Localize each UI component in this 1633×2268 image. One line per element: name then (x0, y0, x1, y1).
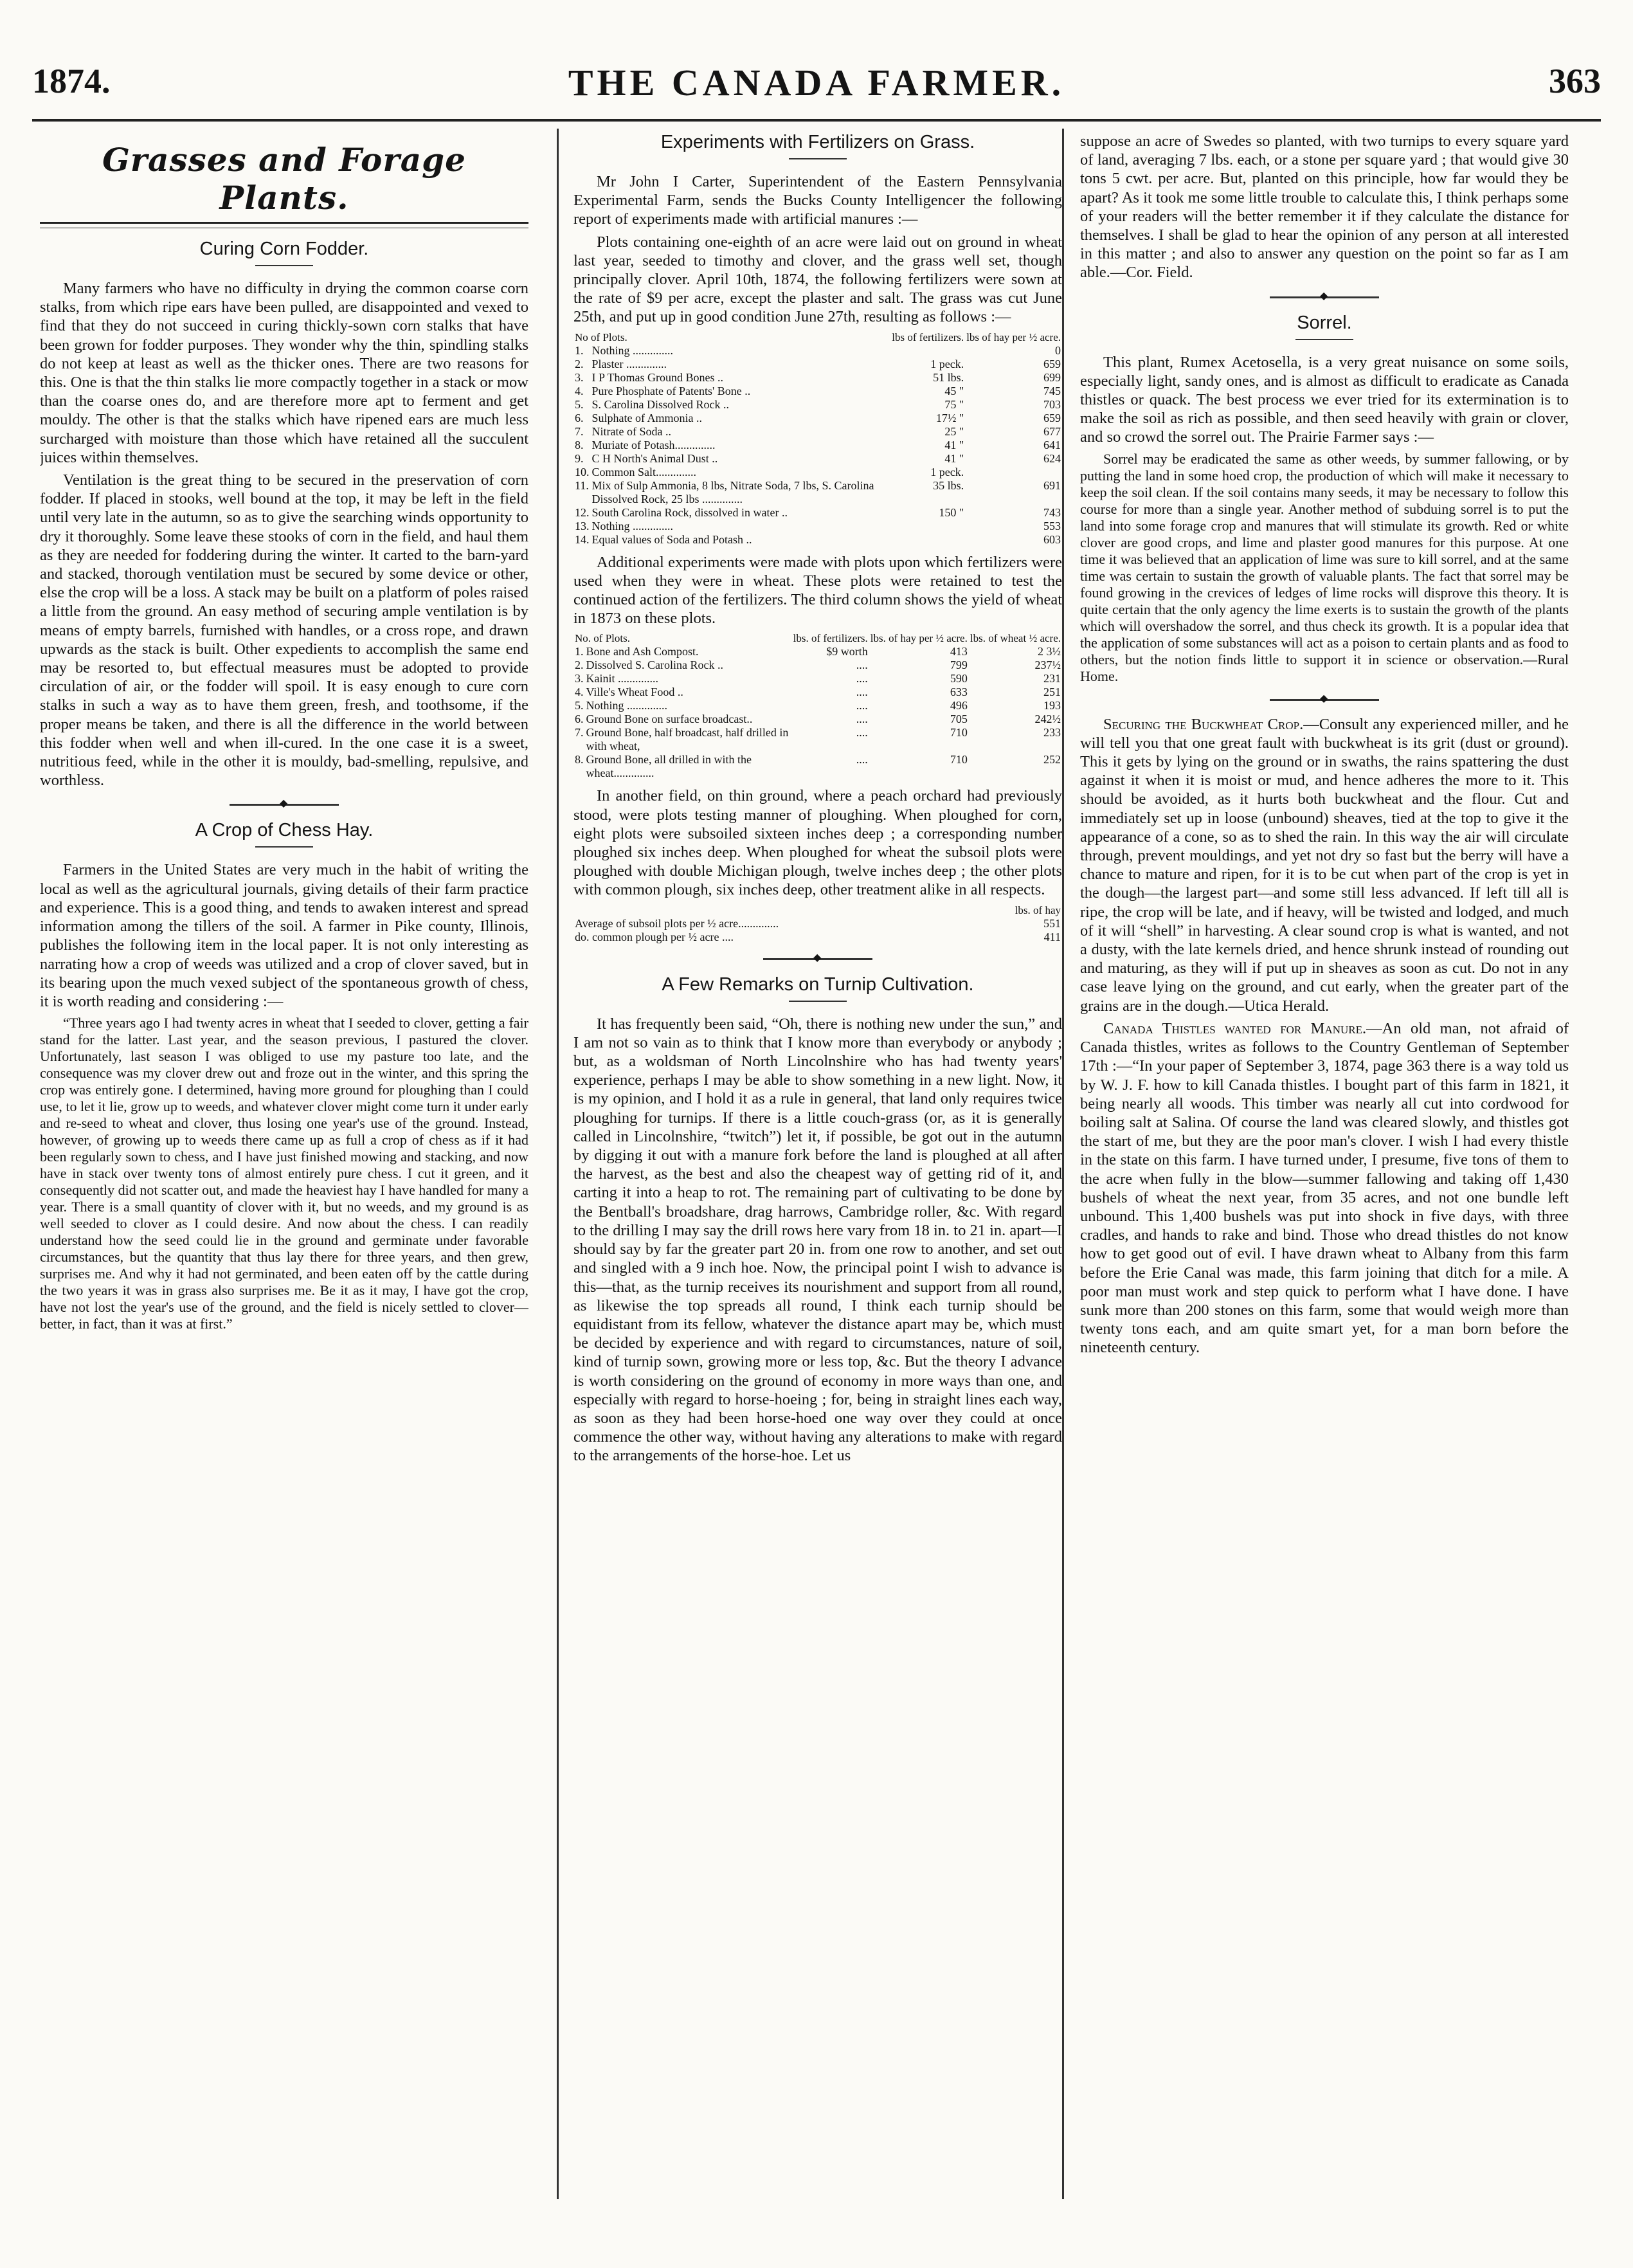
table-cell: .... (856, 658, 868, 672)
table-cell: 7. (575, 726, 584, 739)
table-row (573, 398, 1062, 412)
run-in-heading: Securing the Buckwheat Crop. (1103, 715, 1304, 733)
table-cell: 45 " (944, 384, 964, 397)
paragraph: This plant, Rumex Acetosella, is a very great nuisance on some soils, especially light, sandy ones, and is almost as difficult to eradicate as Canada thistles or quack. The best process we ever tried for its extermination is to make the soil as rich as possible, and then seed heavily with grain or clover, and so crowd the sorrel out. The Prairie Farmer says :— (1080, 353, 1569, 446)
table-cell: .... (856, 672, 868, 685)
table-row (573, 685, 1062, 699)
table-cell: 251 (1043, 685, 1061, 699)
table-cell: 25 " (944, 424, 964, 438)
table-cell: 5. (575, 699, 584, 712)
table-cell: 13. (575, 519, 590, 532)
paragraph-continued: suppose an acre of Swedes so planted, with two turnips to every square yard of land, averaging 7 lbs. each, or a stone per square yard ; that would give 30 tons 5 cwt. per acre. But, planted on this principle, how far would they be apart? As it took me some little trouble to calculate this, I think perhaps some of your readers will the better remember it if they calculate the distance for themselves. I shall be glad to hear the opinion of any person at all interested in this matter ; and also to answer any question on the point so far as I am able.—Cor. Field. (1080, 132, 1569, 282)
table-cell: Bone and Ash Compost. (586, 645, 699, 658)
section-banner: Grasses and Forage Plants. (102, 141, 466, 217)
header-year: 1874. (32, 62, 111, 100)
article-title-chess-hay: A Crop of Chess Hay. (195, 820, 374, 841)
fertilizer-table-2 (573, 631, 1062, 780)
table-cell: 150 " (939, 505, 964, 519)
table-cell: 799 (950, 658, 968, 672)
table-cell: 237½ (1034, 658, 1061, 672)
table-row (573, 452, 1062, 466)
table-cell: Plaster .............. (591, 357, 667, 370)
table-row (573, 371, 1062, 385)
table-cell: 710 (950, 726, 968, 739)
table-cell: 603 (1043, 532, 1061, 546)
table-cell: Mix of Sulp Ammonia, 8 lbs, Nitrate Soda, 7 lbs, S. Carolina Dissolved Rock, 25 lbs .............. (591, 478, 874, 505)
paragraph: Ventilation is the great thing to be secured in the preservation of corn fodder. If placed in stooks, well bound at the top, it may be left in the field until very late in the autumn, so as to give the searching winds opportunity to dry it thoroughly. Some leave these stooks of corn in the field, and haul them as they are needed for foddering during the winter. It carted to the barn-yard and stacked, thorough ventilation must be secured by some device or other, else the crop will be a loss. A stack may be built on a platform of poles raised a little from the ground. An easy method of securing ample ventilation is by means of empty barrels, furnished with handles, or a cross rope, and drawn upwards as the stack is built. Other expedients to accomplish the same end may be resorted to, but effectual measures must be adopted to provide circulation of air, or the fodder will spoil. It is easy enough to cure corn stalks in such a way as to have them green, fresh, and toothsome, if the proper means be taken, and there is all the difference in the world between this fodder when well and when ill-cured. In the one case it is a sweet, nutritious feed, while in the other it is mouldy, bad-smelling, repulsive, and worthless. (40, 471, 528, 790)
table-cell: 3. (575, 672, 584, 685)
quoted-letter: “Three years ago I had twenty acres in wheat that I seeded to clover, getting a fair stand for the latter. Last year, and the season previous, I pastured the clover. Unfortunately, last season I was obliged to use my pasture too late, and the consequence was my clover drew out and froze out in the winter, and this spring the crop was entirely gone. I determined, having more ground for ploughing than I could use, to let it lie, grow up to weeds, and whatever clover might come turn it under early and re-seed to wheat and clover, thus losing one year's use of the ground. Instead, however, of growing up to weeds there came up as full a crop of chess as if it had been regularly sown to chess, and I have just finished mowing and stacking, and now have in stack over twenty tons of almost entirely pure chess. I cut it green, and it consequently did not scatter out, and made the heaviest hay I have handled for many a year. There is a small quantity of clover with it, but no weeds, and my ground is as well seeded to clover as I could desire. And now about the chess. I can readily understand how the seed could lie in the ground and germinate under favorable circumstances, but the quantity that thus lay there for three years, and then grew, surprises me. And why it had not germinated, and been eaten off by the cattle during the two years it was in grass also surprises me. Be it as it may, I have got the crop, have not lost the year's use of the ground, and the field is nicely settled to clover—better, in fact, than it was at first.” (40, 1015, 528, 1332)
paragraph: It has frequently been said, “Oh, there is nothing new under the sun,” and I am not so vain as to think that I know more than everybody or anybody ; but, as a woldsman of North Lincolnshire who has had twenty years' experience, perhaps I may be able to show something in a new light. Now, it is my opinion, and I hold it as a rule in general, that land only requires twice ploughing for turnips. If there is a little couch-grass (or, as it is generally called in Lincolnshire, “twitch”) let it, if possible, be got out in the autumn by digging it out with a manure fork before the land is ploughed at all after the harvest, as the best and also the cheapest way of getting rid of it, and carting it into a heap to rot. The remaining part of cultivating to be done by the Bentball's broadshare, drag harrows, Cambridge roller, &c. With regard to the drilling I may say the drill rows here vary from 18 in. to 21 in. apart—I should say by far the greater part 20 in. from one row to another, and set out and singled with a 9 inch hoe. Now, the principal point I wish to advance is this—that, as the turnip receives its nourishment and support from all round, as likewise the top spreads all round, I think each turnip should be equidistant from its fellow, whatever the distance apart may be, which must be decided by experience and with regard to circumstances, nature of soil, kind of turnip sown, growing more or less top, &c. But the theory I advance is worth considering on the ground of economy in more ways than one, and especially with regard to horse-hoeing ; for, being in straight lines each way, as soon as they had been horse-hoed one way over they could at once commence the other way, without having any alterations to make with regard to the arrangements of the horse-hoe. Let us (573, 1015, 1062, 1465)
table-cell: C H North's Animal Dust .. (591, 451, 718, 465)
table-header: lbs of fertilizers. (892, 331, 964, 343)
table-cell: 4. (575, 384, 584, 397)
section-divider (1270, 296, 1379, 298)
title-underline (789, 158, 847, 159)
table-cell: 2. (575, 658, 584, 672)
paragraph: Mr John I Carter, Superintendent of the Eastern Pennsylvania Experimental Farm, sends the Bucks County Intelligencer the following report of experiments made with artificial manures :— (573, 173, 1062, 228)
table-cell: 2. (575, 357, 584, 370)
table-cell: Common Salt.............. (591, 465, 697, 478)
table-cell: 10. (575, 465, 590, 478)
table-cell: 231 (1043, 672, 1061, 685)
table-row (573, 439, 1062, 452)
table-cell: 41 " (944, 438, 964, 451)
table-cell: S. Carolina Dissolved Rock .. (591, 397, 729, 411)
column-rule-2 (1062, 129, 1064, 2199)
table-header: lbs. of hay per ½ acre. (870, 632, 968, 645)
title-underline (789, 1001, 847, 1002)
table-cell: Nitrate of Soda .. (591, 424, 671, 438)
table-row (573, 645, 1062, 658)
section-divider (763, 958, 872, 960)
table-row (573, 930, 1062, 944)
table-cell: Sulphate of Ammonia .. (591, 411, 702, 424)
quoted-paragraph: Sorrel may be eradicated the same as other weeds, by summer fallowing, or by putting the land in some hoed crop, the production of which will make it necessary to keep the soil clean. If the soil contains many seeds, it may be necessary to follow this course for more than a single year. Another method of subduing sorrel is to put the land into some forage crop and manures that will stimulate its growth. Red or white clover are good crops, and lime and plaster good manures for this purpose. At one time it was believed that an application of lime was sure to kill sorrel, and at the same time was certain to sustain the growth of valuable plants. The fact that sorrel may be found growing in the crevices of ledges of lime rocks will disprove this theory. It is quite certain that the only agency the lime exerts is to sustain the growth of the plants which will overshadow the sorrel, and thus check its growth. It is a popular idea that the application of some substances will act as a poison to certain plants and as food to others, but the notion finds little to support it in science or observation.—Rural Home. (1080, 450, 1569, 684)
table-cell: 677 (1043, 424, 1061, 438)
fertilizer-table-1 (573, 331, 1062, 547)
table-header: lbs. of hay (1015, 903, 1061, 916)
table-cell: 590 (950, 672, 968, 685)
title-underline (255, 265, 313, 266)
table-cell: .... (856, 699, 868, 712)
table-row (573, 726, 1062, 753)
table-cell (965, 466, 1062, 479)
paragraph-body: —Consult any experienced miller, and he will tell you that one great fault with buckwheat is its grit (dust or ground). This it gets by lying on the ground or in swaths, the rains spattering the dust against it when it is moist or mud, and hence adheres the more to it. This should be avoided, as it hurts both buckwheat and the flour. Cut and immediately set up in loose (unbound) sheaves, tied at the top to give it the appearance of a cone, so as to shed the rain. In this way the air will circulate through, prevent mouldings, and yet not dry so fast but the berry will have a chance to mature and ripen, for it is to be cut when part of the crop is yet in the dough—the largest part—and some still less advanced. If left till all is ripe, the crop will be late, and if heavy, will be twisted and lodged, and much of it will “shell” in harvesting. A clear sound crop is what is wanted, and not a dusty, with the late kernels dried, and hence shrunk instead of rounding out and maturing, as they will if put up in sheaves as soon as cut. Do not in any case leave lying on the ground, and cut early, when the greater part of the grains are in the dough.—Utica Herald. (1080, 715, 1569, 1015)
section-divider (1270, 699, 1379, 701)
ploughing-table (573, 903, 1062, 944)
table-cell: 496 (950, 699, 968, 712)
table-cell: $9 worth (826, 645, 868, 658)
paragraph: Many farmers who have no difficulty in drying the common coarse corn stalks, from which ripe ears have been pulled, are disappointed and vexed to find that they do not succeed in curing thickly-sown corn stalks that have been grown for fodder purposes. They wonder why the thin, spindling stalks do not keep at least as well as the thicker ones. There are two reasons for this. One is that the thin stalks lie more compactly together in a stack or mow than the coarse ones do, and are therefore more apt to ferment and get mouldy. The other is that the stalks which have ripened ears are much less surcharged with moisture than those which have retained all the succulent juices within themselves. (40, 280, 528, 466)
paragraph-buckwheat (1080, 715, 1569, 1015)
table-cell: Ground Bone on surface broadcast.. (586, 712, 753, 726)
table-cell: do. common plough per ½ acre .... (575, 930, 734, 943)
article-title-corn-fodder: Curing Corn Fodder. (199, 239, 369, 259)
table-cell: 633 (950, 685, 968, 699)
table-cell (890, 520, 965, 533)
table-cell: 745 (1043, 384, 1061, 397)
table-cell: 4. (575, 685, 584, 699)
table-cell: Ground Bone, half broadcast, half drilled in with wheat, (586, 726, 789, 753)
table-cell: 11. (575, 478, 589, 492)
table-cell: 8. (575, 753, 584, 767)
table-cell: I P Thomas Ground Bones .. (591, 370, 723, 384)
table-cell: 641 (1043, 438, 1061, 451)
table-row (573, 425, 1062, 439)
table-row (573, 658, 1062, 672)
table-cell: 2 3½ (1038, 645, 1061, 658)
table-cell: 75 " (944, 397, 964, 411)
table-header: lbs of hay per ½ acre. (966, 331, 1061, 343)
article-title-sorrel: Sorrel. (1297, 312, 1352, 333)
table-cell: 411 (1043, 930, 1061, 943)
article-title-turnip: A Few Remarks on Turnip Cultivation. (662, 974, 974, 995)
table-cell: 1 peck. (930, 357, 964, 370)
title-underline (1295, 339, 1353, 340)
table-cell: 413 (950, 645, 968, 658)
paragraph: Farmers in the United States are very much in the habit of writing the local as well as the agricultural journals, giving details of their farm practice and experience. This is a good thing, and tends to awaken interest and spread information among the tillers of the soil. A farmer in Pike county, Illinois, publishes the following item in the local paper. It is not only interesting as narrating how a crop of weeds was utilized and a crop of clover saved, but in its bearing upon the much vexed subject of the spontaneous growth of chess, it is worth reading and considering :— (40, 861, 528, 1010)
page-header (32, 61, 1601, 113)
table-row (573, 753, 1062, 780)
table-cell: Ground Bone, all drilled in with the wheat.............. (586, 753, 752, 780)
paragraph-thistles (1080, 1019, 1569, 1357)
table-cell: Ville's Wheat Food .. (586, 685, 683, 699)
header-title: THE CANADA FARMER. (568, 62, 1065, 104)
table-header: lbs. of wheat ½ acre. (970, 632, 1061, 645)
table-cell: 705 (950, 712, 968, 726)
table-cell: .... (856, 712, 868, 726)
table-cell: 9. (575, 451, 584, 465)
table-header: lbs. of fertilizers. (793, 632, 868, 645)
table-row (573, 917, 1062, 930)
column-1 (40, 132, 528, 2209)
table-cell: .... (856, 726, 868, 739)
table-cell: 659 (1043, 357, 1061, 370)
table-row (573, 385, 1062, 398)
paragraph: Plots containing one-eighth of an acre were laid out on ground in wheat last year, seeded to timothy and clover, and the grass well set, though principally clover. April 10th, 1874, the following fertilizers were sown at the rate of $9 per acre, except the plaster and salt. The grass was cut June 25th, and put up in good condition June 27th, resulting as follows :— (573, 233, 1062, 326)
table-cell: 659 (1043, 411, 1061, 424)
table-cell: 6. (575, 712, 584, 726)
table-cell: 710 (950, 753, 968, 767)
table-header: No of Plots. (575, 331, 627, 343)
table-cell: 553 (1043, 519, 1061, 532)
table-cell: 3. (575, 370, 584, 384)
paragraph-body: —An old man, not afraid of Canada thistles, writes as follows to the Country Gentleman of September 17th :—“In your paper of September 3, 1874, page 363 there is a way told us by W. J. F. how to kill Canada thistles. I bought part of this farm in 1821, it being nearly all woods. This timber was nearly all cut into cordwood for boiling salt at Salina. Of course the land was cleared slowly, and thistles got the start of me, but they are the poor man's clover. I wish I had every thistle in the state on this farm. I have turned under, I presume, five tons of them to the acre when fully in the blow—summer fallowing and taking off 1,430 bushels of wheat the next year, from 35 acres, and not one bundle left unbound. This 1,400 bushels was put into shock in five days, with three cradles, and hands to rake and bind. Those who dread thistles do not know how to get good out of evil. I have drawn wheat to Albany from this farm before the Erie Canal was made, this farm joining that ditch for a mile. A poor man must work and step quick to perform what I have done. I have sunk more than 200 stones on this farm, some that would weigh more than twenty tons each, and am quite smart yet, for a man born before the nineteenth century. (1080, 1019, 1569, 1357)
table-cell: 41 " (944, 451, 964, 465)
table-row (573, 533, 1062, 547)
table-cell: 6. (575, 411, 584, 424)
paragraph: Additional experiments were made with plots upon which fertilizers were used when they were in wheat. These plots were retained to test the continued action of the fertilizers. The third column shows the yield of wheat in 1873 on these plots. (573, 553, 1062, 628)
table-cell: 17½ " (935, 411, 964, 424)
table-cell: 551 (1043, 916, 1061, 930)
table-cell: 252 (1043, 753, 1061, 767)
table-row (573, 672, 1062, 685)
table-cell (890, 344, 965, 358)
table-cell: 12. (575, 505, 590, 519)
table-cell: 5. (575, 397, 584, 411)
header-page-number: 363 (1549, 62, 1601, 100)
table-cell: .... (856, 753, 868, 767)
table-cell: South Carolina Rock, dissolved in water .. (591, 505, 788, 519)
table-cell: 35 lbs. (933, 478, 964, 492)
table-cell: Dissolved S. Carolina Rock .. (586, 658, 723, 672)
table-cell: Kainit .............. (586, 672, 658, 685)
table-cell: 1. (575, 343, 584, 357)
table-cell: 703 (1043, 397, 1061, 411)
table-cell: 7. (575, 424, 584, 438)
column-3 (1080, 132, 1569, 2209)
table-cell: 699 (1043, 370, 1061, 384)
table-cell: 0 (1055, 343, 1061, 357)
table-row (573, 520, 1062, 533)
table-row (573, 358, 1062, 371)
table-cell: Pure Phosphate of Patents' Bone .. (591, 384, 751, 397)
paragraph: In another field, on thin ground, where a peach orchard had previously stood, were plots testing manner of ploughing. When ploughed for corn, eight plots were subsoiled sixteen inches deep ; a corresponding number ploughed six inches deep. When ploughed for wheat the subsoil plots were ploughed with double Michigan plough, twelve inches deep ; the other plots with common plough, six inches deep, other treatment alike in all respects. (573, 787, 1062, 899)
table-row (573, 479, 1062, 506)
table-cell: 691 (1043, 478, 1061, 492)
table-cell: .... (856, 685, 868, 699)
column-rule-1 (557, 129, 559, 2199)
table-cell: 14. (575, 532, 590, 546)
article-title-fertilizers: Experiments with Fertilizers on Grass. (660, 132, 975, 152)
banner-rule (40, 222, 528, 224)
table-cell: Average of subsoil plots per ½ acre.............. (575, 916, 779, 930)
table-row (573, 412, 1062, 425)
table-cell: 743 (1043, 505, 1061, 519)
table-cell: 193 (1043, 699, 1061, 712)
column-2 (573, 132, 1062, 2209)
section-divider (230, 804, 339, 806)
table-cell: Muriate of Potash.............. (591, 438, 716, 451)
header-rule (32, 119, 1601, 122)
table-cell: 8. (575, 438, 584, 451)
table-cell: 1 peck. (930, 465, 964, 478)
table-cell: 242½ (1034, 712, 1061, 726)
table-cell: Equal values of Soda and Potash .. (591, 532, 752, 546)
table-cell (890, 533, 965, 547)
table-row (573, 506, 1062, 520)
table-cell: 624 (1043, 451, 1061, 465)
table-cell: 51 lbs. (933, 370, 964, 384)
table-cell: 233 (1043, 726, 1061, 739)
table-cell: Nothing .............. (591, 343, 674, 357)
title-underline (255, 846, 313, 848)
table-row (573, 712, 1062, 726)
table-cell: Nothing .............. (591, 519, 674, 532)
table-row (573, 699, 1062, 712)
table-header: No. of Plots. (575, 632, 630, 645)
run-in-heading: Canada Thistles wanted for Manure. (1103, 1019, 1367, 1037)
table-row (573, 344, 1062, 358)
table-row (573, 466, 1062, 479)
table-cell: 1. (575, 645, 584, 658)
table-cell: Nothing .............. (586, 699, 668, 712)
